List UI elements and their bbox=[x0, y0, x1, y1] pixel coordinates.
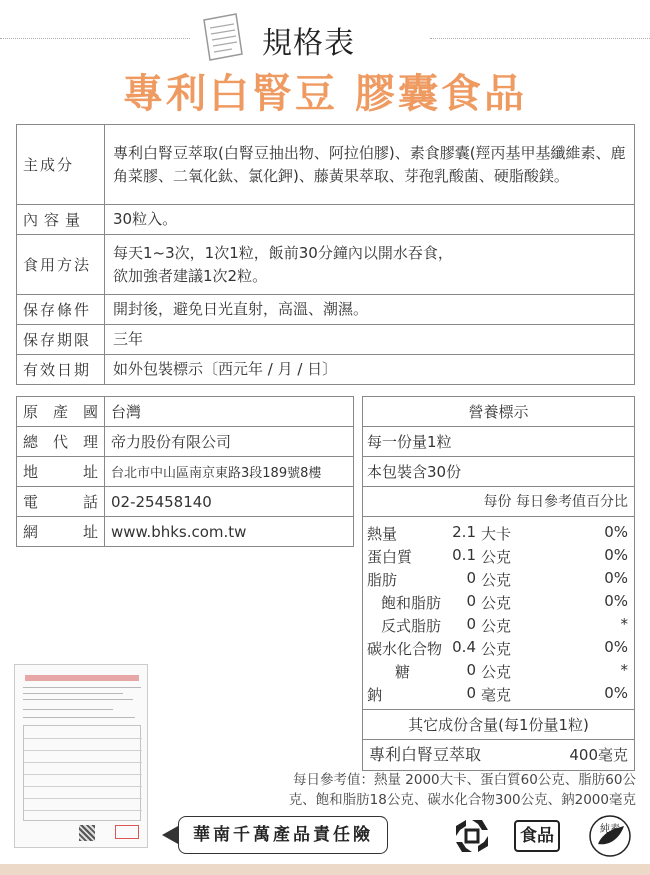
spec-title: 規格表 bbox=[262, 26, 355, 61]
nutrient-unit: 公克 bbox=[481, 571, 512, 589]
other-ingredients-title: 其它成份含量(每1份量1粒) bbox=[363, 710, 634, 740]
arrow-left-icon bbox=[162, 826, 178, 844]
table-row bbox=[17, 205, 635, 235]
agent-value: 帝力股份有限公司 bbox=[105, 427, 354, 457]
shelf-life-label: 保存期限 bbox=[17, 325, 105, 355]
usage-line-1: 每天1~3次，1次1粒，飯前30分鐘內以開水吞食， bbox=[113, 243, 453, 262]
recycle-icon bbox=[452, 816, 492, 856]
expiry-value: 如外包裝標示〔西元年 / 月 / 日〕 bbox=[105, 355, 635, 385]
table-row bbox=[17, 397, 354, 427]
nutrient-daily-value: 0% bbox=[604, 546, 628, 564]
nutrition-row bbox=[363, 567, 634, 590]
nutrient-value: 0.4 bbox=[452, 638, 476, 656]
insurance-certificate-image bbox=[14, 664, 148, 848]
nutrient-value: 0 bbox=[466, 592, 476, 610]
country-value: 台灣 bbox=[105, 397, 354, 427]
extract-amount: 400毫克 bbox=[569, 746, 628, 764]
table-row bbox=[17, 295, 635, 325]
extract-row bbox=[363, 740, 634, 770]
food-badge: 食品 bbox=[514, 820, 560, 852]
nutrient-value: 0 bbox=[466, 569, 476, 587]
vegan-badge bbox=[588, 814, 632, 858]
nutrition-row bbox=[363, 659, 634, 682]
storage-label: 保存條件 bbox=[17, 295, 105, 325]
nutrient-value: 0 bbox=[466, 661, 476, 679]
table-row bbox=[17, 355, 635, 385]
usage-label: 食用方法 bbox=[17, 235, 105, 295]
table-row bbox=[17, 517, 354, 547]
usage-line-2: 欲加強者建議1次2粒。 bbox=[113, 266, 268, 285]
table-row bbox=[17, 457, 354, 487]
nutrient-daily-value: * bbox=[620, 661, 628, 679]
nutrient-name: 脂肪 bbox=[367, 571, 398, 589]
storage-value: 開封後，避免日光直射，高溫、潮濕。 bbox=[105, 295, 635, 325]
origin-table bbox=[16, 396, 354, 547]
nutrition-title: 營養標示 bbox=[363, 397, 634, 427]
nutrient-unit: 毫克 bbox=[481, 686, 512, 704]
nutrient-name: 飽和脂肪 bbox=[381, 594, 442, 612]
content-label: 內容量 bbox=[17, 205, 105, 235]
table-row bbox=[17, 125, 635, 205]
nutrient-daily-value: 0% bbox=[604, 638, 628, 656]
nutrient-daily-value: 0% bbox=[604, 523, 628, 541]
nutrient-unit: 公克 bbox=[481, 663, 512, 681]
spec-table bbox=[16, 124, 635, 385]
nutrient-name: 糖 bbox=[395, 663, 411, 681]
nutrition-row bbox=[363, 682, 634, 705]
nutrition-row bbox=[363, 636, 634, 659]
address-label: 地 址 bbox=[17, 457, 105, 487]
document-icon bbox=[198, 10, 246, 62]
nutrient-unit: 公克 bbox=[481, 594, 512, 612]
vegan-label: 純素 bbox=[600, 824, 620, 835]
daily-reference-note bbox=[190, 770, 636, 810]
country-label: 原 產 國 bbox=[17, 397, 105, 427]
table-row bbox=[17, 325, 635, 355]
nutrient-name: 鈉 bbox=[367, 686, 383, 704]
product-title: 專利白腎豆 膠囊食品 bbox=[123, 71, 527, 117]
phone-value: 02-25458140 bbox=[105, 487, 354, 517]
extract-name: 專利白腎豆萃取 bbox=[369, 745, 482, 764]
website-label: 網 址 bbox=[17, 517, 105, 547]
divider-left bbox=[0, 38, 190, 39]
nutrient-name: 反式脂肪 bbox=[381, 617, 442, 635]
phone-label: 電 話 bbox=[17, 487, 105, 517]
nutrient-name: 碳水化合物 bbox=[367, 640, 443, 658]
table-row bbox=[17, 235, 635, 295]
nutrition-facts bbox=[362, 396, 635, 771]
header bbox=[0, 0, 650, 120]
insurance-badge: 華南千萬產品責任險 bbox=[178, 816, 388, 854]
servings-per-package: 本包裝含30份 bbox=[363, 457, 634, 487]
serving-size: 每一份量1粒 bbox=[363, 427, 634, 457]
daily-reference-line-1: 每日參考值：熱量 2000大卡、蛋白質60公克、脂肪60公 bbox=[292, 772, 636, 788]
ingredients-label: 主成分 bbox=[17, 125, 105, 205]
nutrition-row bbox=[363, 590, 634, 613]
nutrient-daily-value: 0% bbox=[604, 592, 628, 610]
divider-right bbox=[430, 38, 650, 39]
nutrition-row bbox=[363, 521, 634, 544]
nutrient-value: 0 bbox=[466, 615, 476, 633]
website-link[interactable]: www.bhks.com.tw bbox=[105, 517, 354, 547]
nutrition-column-header: 每份 每日參考值百分比 bbox=[363, 487, 634, 517]
table-row bbox=[17, 427, 354, 457]
nutrient-value: 0 bbox=[466, 684, 476, 702]
content-value: 30粒入。 bbox=[105, 205, 635, 235]
nutrient-value: 0.1 bbox=[452, 546, 476, 564]
nutrient-daily-value: * bbox=[620, 615, 628, 633]
table-row bbox=[17, 487, 354, 517]
shelf-life-value: 三年 bbox=[105, 325, 635, 355]
bottom-bar bbox=[0, 864, 650, 875]
daily-reference-line-2: 克、飽和脂肪18公克、碳水化合物300公克、鈉2000毫克 bbox=[288, 792, 636, 808]
nutrient-unit: 公克 bbox=[481, 640, 512, 658]
nutrient-unit: 公克 bbox=[481, 548, 512, 566]
nutrition-rows bbox=[363, 517, 634, 710]
expiry-label: 有效日期 bbox=[17, 355, 105, 385]
nutrient-daily-value: 0% bbox=[604, 569, 628, 587]
agent-label: 總 代 理 bbox=[17, 427, 105, 457]
nutrient-name: 蛋白質 bbox=[367, 548, 413, 566]
address-value: 台北市中山區南京東路3段189號8樓 bbox=[105, 457, 354, 487]
usage-value bbox=[105, 235, 635, 295]
nutrient-unit: 大卡 bbox=[481, 525, 512, 543]
nutrient-unit: 公克 bbox=[481, 617, 512, 635]
ingredients-value: 專利白腎豆萃取(白腎豆抽出物、阿拉伯膠)、素食膠囊(羥丙基甲基纖維素、鹿角菜膠、二氧化鈦、氯化鉀)、藤黃果萃取、芽孢乳酸菌、硬脂酸鎂。 bbox=[105, 125, 635, 205]
nutrition-row bbox=[363, 613, 634, 636]
nutrient-name: 熱量 bbox=[367, 525, 398, 543]
nutrient-daily-value: 0% bbox=[604, 684, 628, 702]
nutrition-row bbox=[363, 544, 634, 567]
nutrient-value: 2.1 bbox=[452, 523, 476, 541]
